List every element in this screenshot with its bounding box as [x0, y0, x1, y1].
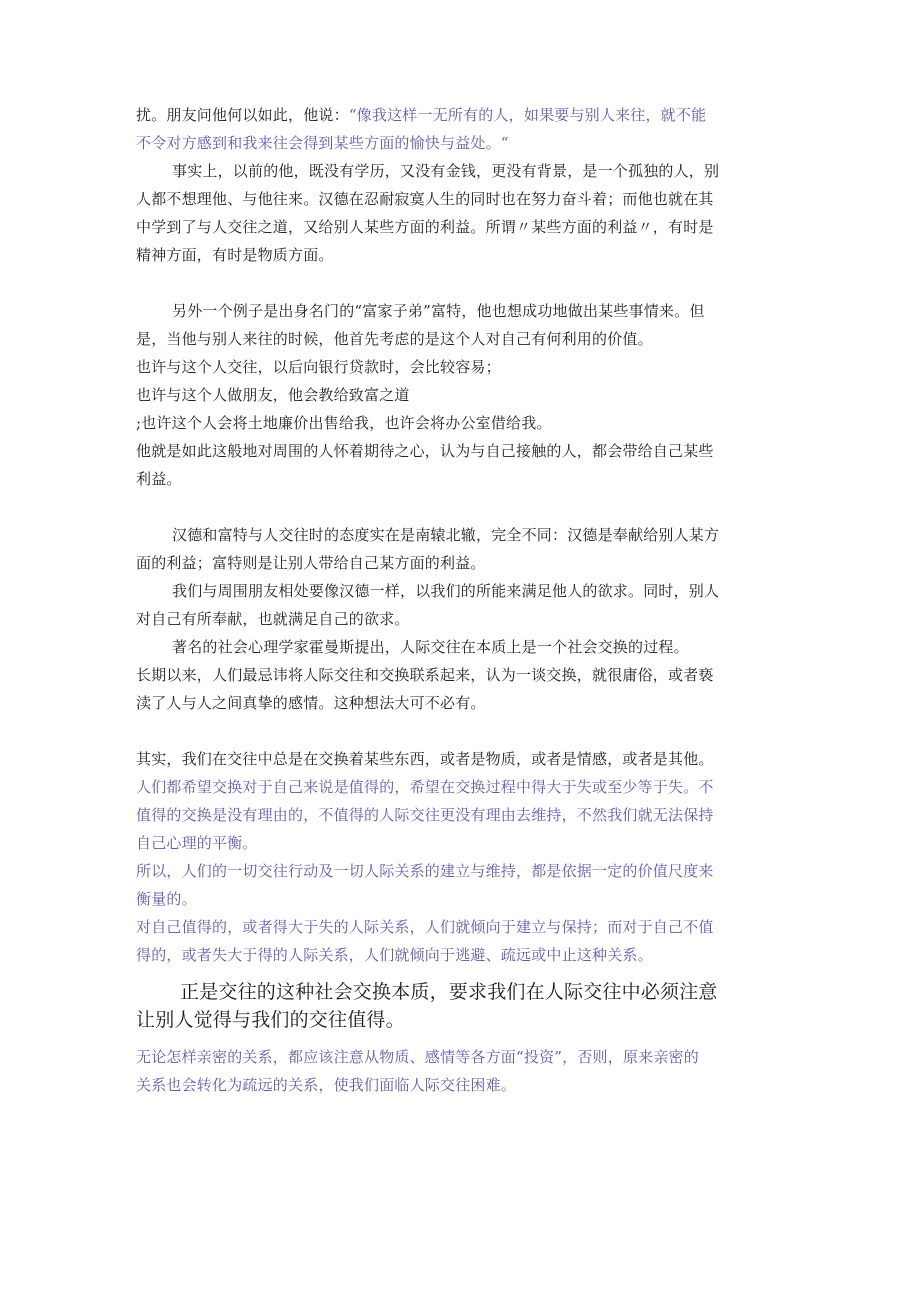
text-line: ;也许这个人会将土地廉价出售给我，也许会将办公室借给我。 — [136, 414, 552, 432]
highlight-line: 所以，人们的一切交往行动及一切人际关系的建立与维持，都是依据一定的价值尺度来 — [136, 862, 714, 880]
highlight-line: 对自己值得的，或者得大于失的人际关系，人们就倾向于建立与保持；而对于自己不值 — [136, 918, 714, 936]
quote-text: “像我这样一无所有的人，如果要与别人来往，就不能 — [348, 106, 707, 124]
text-line: 也许与这个人做朋友，他会教给致富之道 — [136, 386, 410, 404]
paragraph-comparison — [136, 521, 786, 717]
quote-intro: 扰。朋友问他何以如此，他说： — [136, 106, 349, 124]
text-line: 事实上，以前的他，既没有学历，又没有金钱，更没有背景，是一个孤独的人，别 — [172, 162, 720, 180]
quote-line-1 — [136, 101, 786, 129]
text-line: 长期以来，人们最忌讳将人际交往和交换联系起来，认为一谈交换，就很庸俗，或者亵 — [136, 666, 714, 684]
highlight-line: 人们都希望交换对于自己来说是值得的，希望在交换过程中得大于失或至少等于失。不 — [136, 778, 714, 796]
paragraph-fute-story — [136, 297, 786, 493]
highlight-line: 关系也会转化为疏远的关系，使我们面临人际交往困难。 — [136, 1076, 517, 1094]
text-line: 中学到了与人交往之道，又给别人某些方面的利益。所谓〃某些方面的利益〃，有时是 — [136, 218, 714, 236]
text-line: 对自己有所奉献，也就满足自己的欲求。 — [136, 610, 410, 628]
text-line: 是，当他与别人来往的时候，他首先考虑的是这个人对自己有何利用的价值。 — [136, 330, 653, 348]
paragraph-hande-story — [136, 157, 786, 269]
text-line: 著名的社会心理学家霍曼斯提出，人际交往在本质上是一个社会交换的过程。 — [172, 638, 689, 656]
text-line: 利益。 — [136, 470, 182, 488]
text-line: 面的利益；富特则是让别人带给自己某方面的利益。 — [136, 554, 486, 572]
paragraph-exchange — [136, 745, 786, 969]
text-line: 其实，我们在交往中总是在交换着某些东西，或者是物质，或者是情感，或者是其他。 — [136, 750, 714, 768]
text-line: 另外一个例子是出身名门的“富家子弟”富特，他也想成功地做出某些事情来。但 — [172, 302, 705, 320]
paragraph-emphasis — [136, 978, 786, 1034]
text-line: 也许与这个人交往，以后向银行贷款时，会比较容易； — [136, 358, 501, 376]
highlight-line: 衡量的。 — [136, 890, 197, 908]
highlight-line: 值得的交换是没有理由的，不值得的人际交往更没有理由去维持，不然我们就无法保持 — [136, 806, 714, 824]
paragraph-investment — [136, 1043, 786, 1099]
paragraph-friend-quote — [136, 101, 786, 157]
text-line: 他就是如此这般地对周围的人怀着期待之心，认为与自己接触的人，都会带给自己某些 — [136, 442, 714, 460]
emphasis-line: 正是交往的这种社会交换本质，要求我们在人际交往中必须注意 — [180, 981, 718, 1003]
text-line: 汉德和富特与人交往时的态度实在是南辕北辙，完全不同：汉德是奉献给别人某方 — [172, 526, 720, 544]
highlight-line: 无论怎样亲密的关系，都应该注意从物质、感情等各方面“投资”，否则，原来亲密的 — [136, 1048, 699, 1066]
emphasis-line: 让别人觉得与我们的交往值得。 — [136, 1009, 405, 1031]
text-line: 人都不想理他、与他往来。汉德在忍耐寂寞人生的同时也在努力奋斗着；而他也就在其 — [136, 190, 714, 208]
text-line: 渎了人与人之间真挚的感情。这种想法大可不必有。 — [136, 694, 486, 712]
highlight-line: 自己心理的平衡。 — [136, 834, 258, 852]
text-line: 精神方面，有时是物质方面。 — [136, 246, 334, 264]
highlight-line: 得的，或者失大于得的人际关系，人们就倾向于逃避、疏远或中止这种关系。 — [136, 946, 653, 964]
quote-line-2: 不令对方感到和我来往会得到某些方面的愉快与益处。“ — [136, 134, 509, 152]
text-line: 我们与周围朋友相处要像汉德一样，以我们的所能来满足他人的欲求。同时，别人 — [172, 582, 720, 600]
